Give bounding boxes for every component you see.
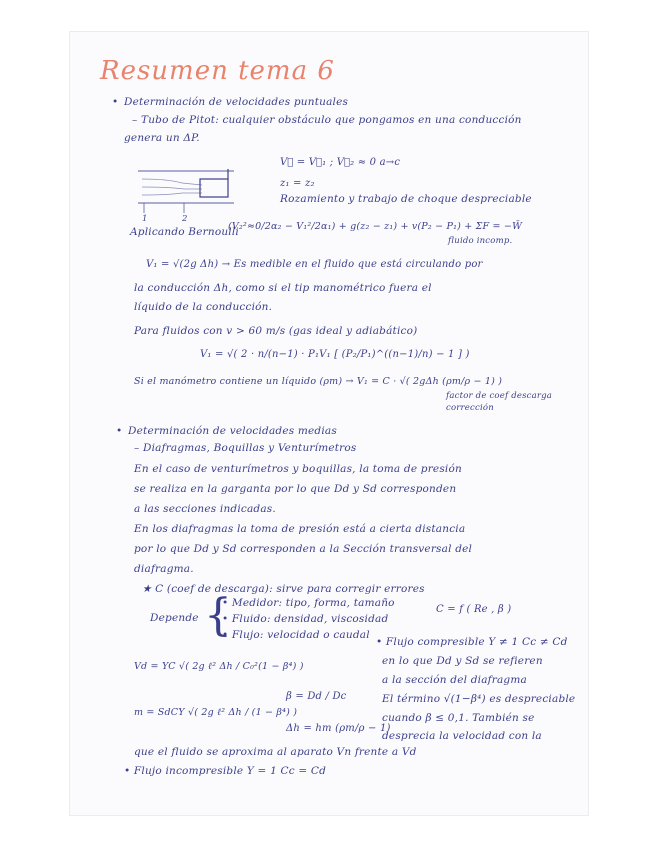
formula-heights: z₁ = z₂ (280, 178, 315, 189)
depends-item-fluid: • Fluido: densidad, viscosidad (222, 613, 389, 625)
formula-manometer-liquid: Si el manómetro contiene un líquido (ρm) → V₁ = C · √( 2gΔh (ρm/ρ − 1) ) (134, 376, 503, 387)
text-line: genera un ΔP. (124, 132, 200, 144)
section-heading-point-velocities: • Determinación de velocidades puntuales (124, 96, 348, 109)
figure-label-1: 1 (142, 214, 148, 224)
text-line: que el fluido se aproxima al aparato Vn frente a Vd (134, 746, 417, 758)
text-line: diafragma. (134, 563, 194, 575)
note-correction: corrección (446, 403, 494, 413)
text-line: El término √(1−β⁴) es despreciable (382, 693, 576, 705)
formula-pitot-velocity: V₁ = √(2g Δh) → Es medible en el fluido que está circulando por (146, 259, 483, 270)
depends-label: Depende (150, 612, 199, 624)
text-line: se realiza en la garganta por lo que Dd y Sd corresponden (134, 483, 457, 495)
text-line: a las secciones indicadas. (134, 503, 276, 515)
text-line: la conducción Δh, como si el tip manométrico fuera el (134, 282, 432, 294)
note-discharge-coefficient: factor de coef descarga (446, 391, 553, 401)
formula-delta-h: Δh = hm (ρm/ρ − 1) (286, 723, 391, 734)
note-incompressible: fluido incomp. (448, 236, 513, 246)
note-incompressible-flow: • Flujo incompresible Y = 1 Cc = Cd (124, 765, 327, 777)
note-compressible-flow: • Flujo compresible Y ≠ 1 Cc ≠ Cd (376, 636, 568, 648)
pitot-tube-sketch (138, 163, 238, 223)
depends-item-flow: • Flujo: velocidad o caudal (222, 629, 370, 641)
text-line: Rozamiento y trabajo de choque despreciable (280, 193, 532, 205)
formula-beta: β = Dd / Dc (286, 691, 347, 702)
formula-compressible-velocity: V₁ = √( 2 · n/(n−1) · P₁V₁ [ (P₂/P₁)^((n−1)/n) − 1 ] ) (200, 349, 470, 360)
text-line: a la sección del diafragma (382, 674, 527, 686)
text-line: líquido de la conducción. (134, 301, 273, 313)
text-line: – Tubo de Pitot: cualquier obstáculo que pongamos en una conducción (132, 114, 522, 126)
formula-mass-flow: m = SdCY √( 2g ℓ² Δh / (1 − β⁴) ) (134, 707, 298, 718)
section-heading-mean-velocities: • Determinación de velocidades medias (128, 425, 337, 438)
formula-discharge-coefficient: C = f ( Re , β ) (436, 604, 512, 615)
text-line: en lo que Dd y Sd se refieren (382, 655, 543, 667)
text-line: Para fluidos con v > 60 m/s (gas ideal y adiabático) (134, 325, 418, 337)
depends-item-meter: • Medidor: tipo, forma, tamaño (222, 597, 395, 609)
text-line: Aplicando Bernoulli (130, 226, 239, 238)
text-line: desprecia la velocidad con la (382, 730, 542, 742)
page-title: Resumen tema 6 (100, 56, 335, 86)
formula-bernoulli: (V₂²≈0/2α₂ − V₁²/2α₁) + g(z₂ − z₁) + v(P₂ − P₁) + ΣF = −W̄ (228, 221, 523, 232)
text-line: – Diafragmas, Boquillas y Venturímetros (134, 442, 357, 454)
formula-mean-velocity: Vd = YC √( 2g ℓ² Δh / C₀²(1 − β⁴) ) (134, 661, 304, 672)
text-line: cuando β ≤ 0,1. También se (382, 712, 535, 724)
figure-label-2: 2 (182, 214, 188, 224)
text-line: por lo que Dd y Sd corresponden a la Sección transversal del (134, 543, 473, 555)
brace-bracket: { (204, 590, 232, 641)
text-line: En los diafragmas la toma de presión está a cierta distancia (134, 523, 466, 535)
text-line: ★ C (coef de descarga): sirve para corregir errores (142, 583, 425, 595)
text-line: En el caso de venturímetros y boquillas, la toma de presión (134, 463, 462, 475)
formula-velocity-relation: V⃗ = V⃗₁ ; V⃗₂ ≈ 0 a→c (280, 157, 401, 168)
